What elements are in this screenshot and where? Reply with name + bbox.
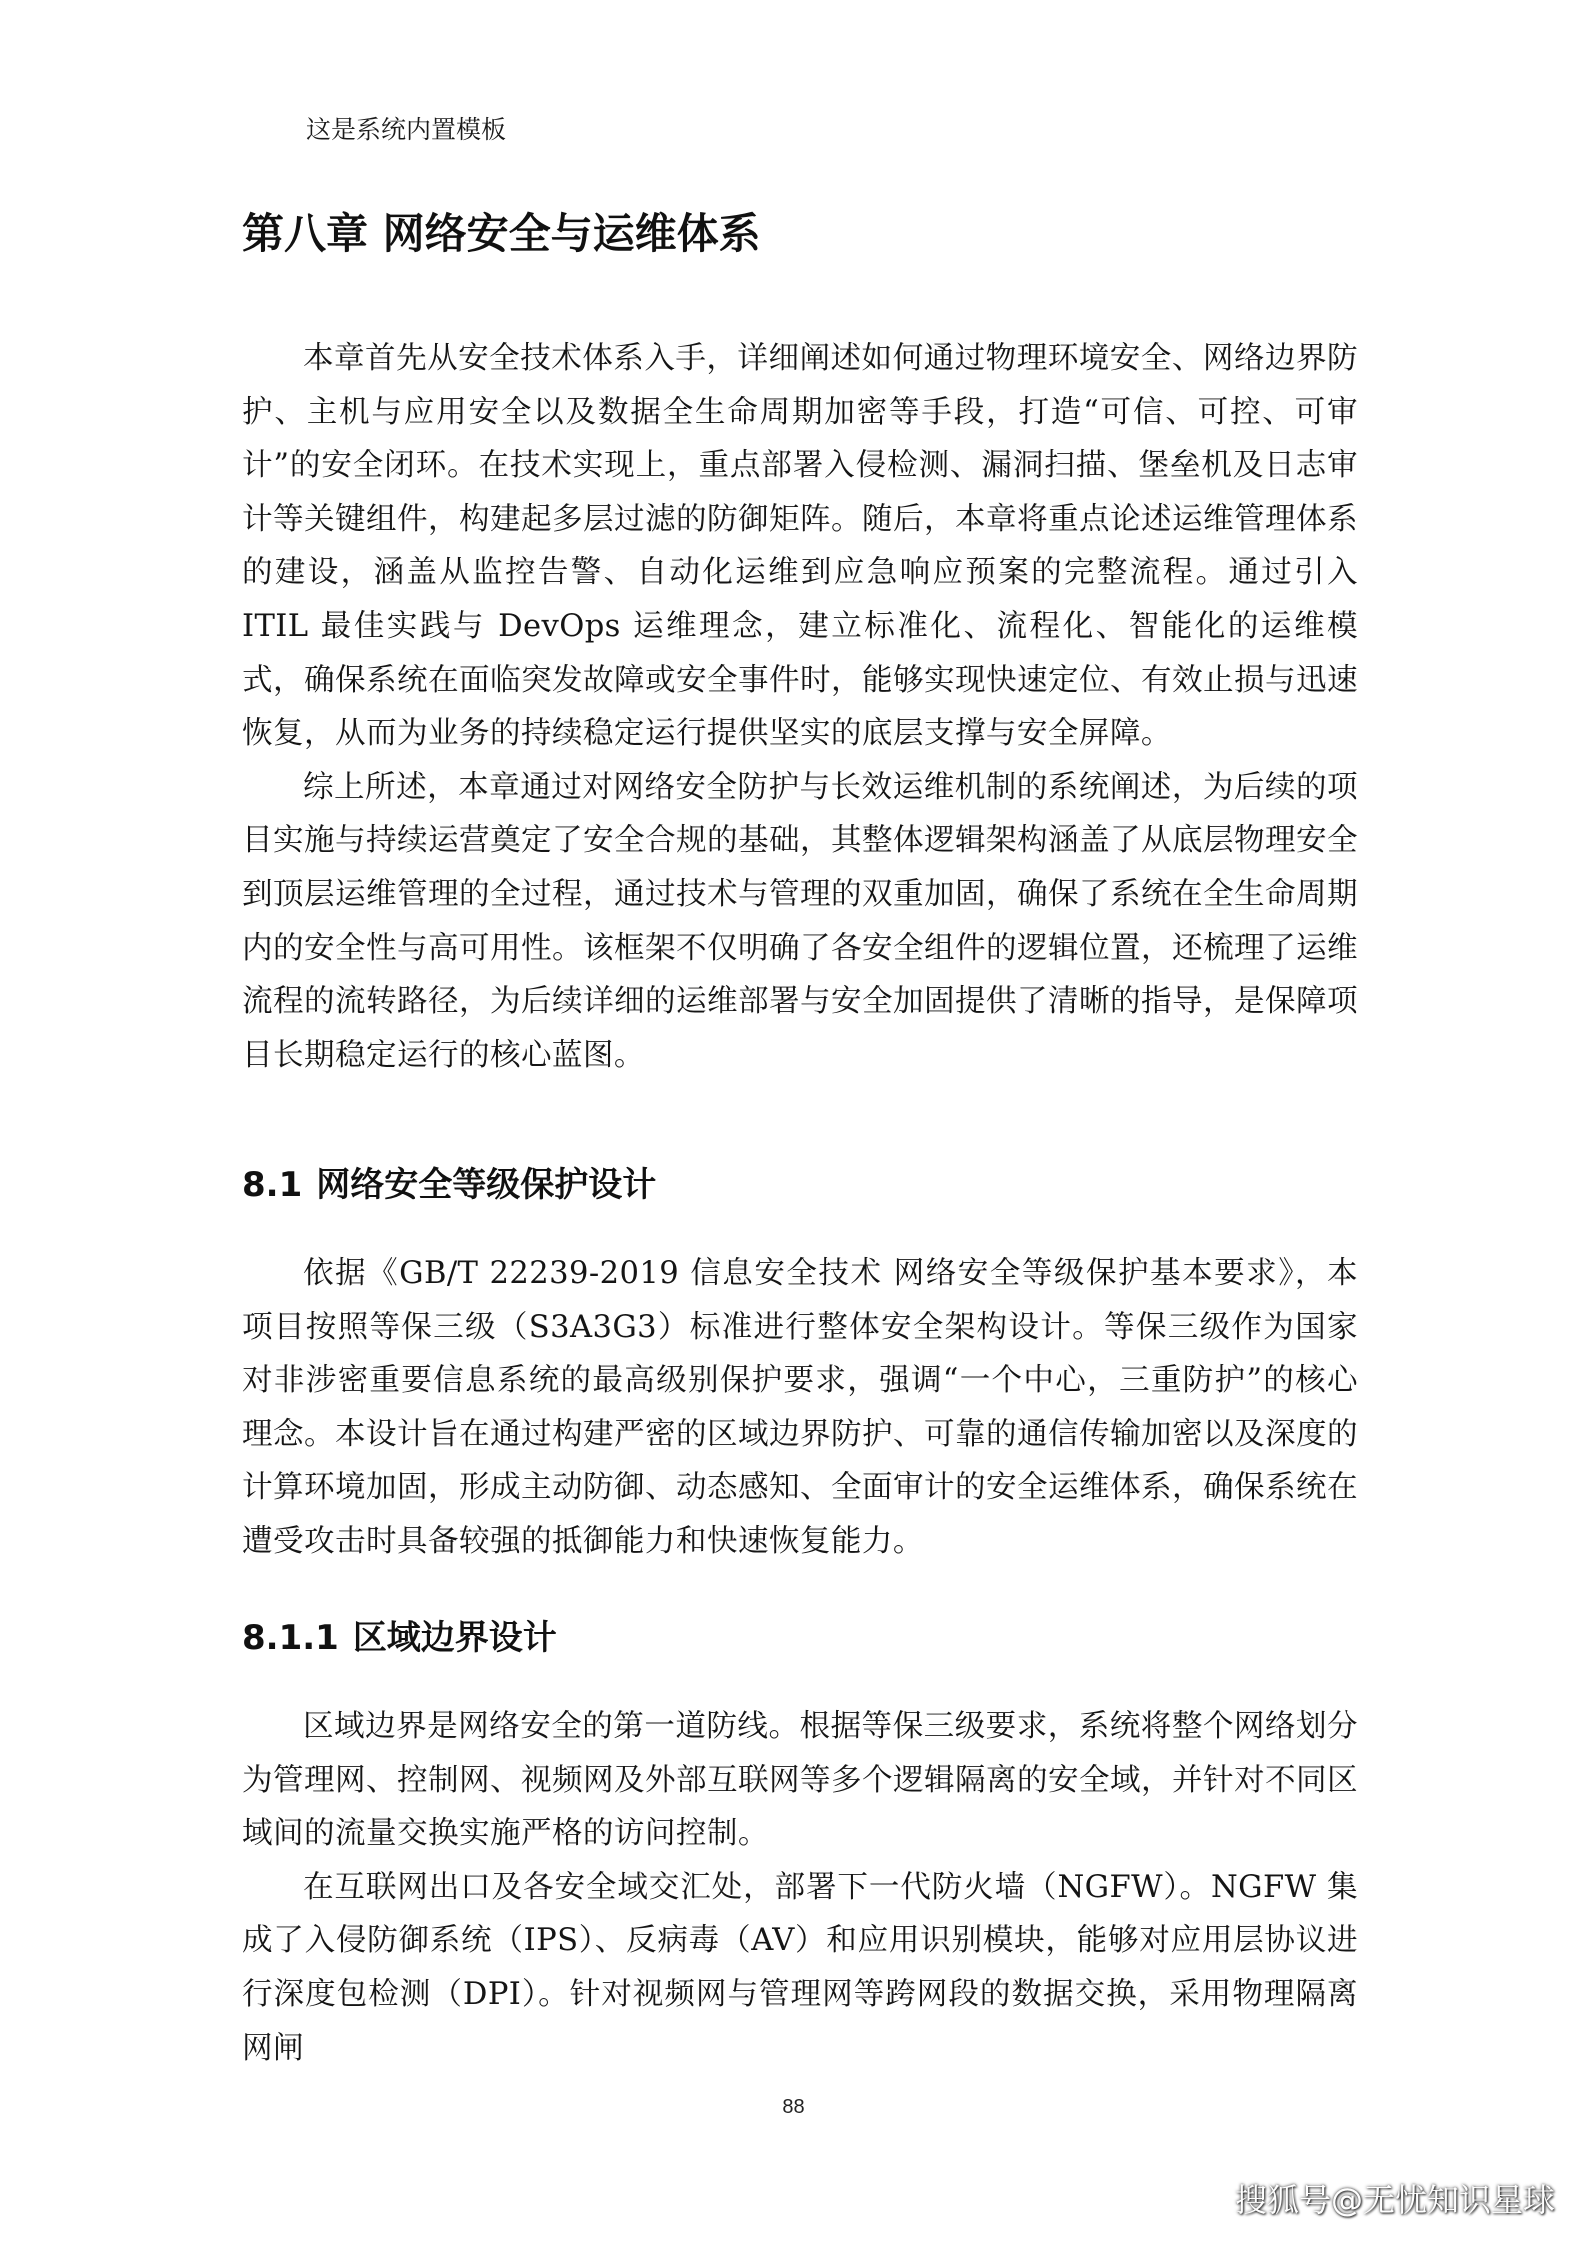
chapter-intro xyxy=(242,332,1358,1082)
section-heading-8-1-1 xyxy=(242,1613,557,1663)
section-8-1-body xyxy=(242,1247,1358,1569)
intro-paragraph: 本章首先从安全技术体系入手，详细阐述如何通过物理环境安全、网络边界防护、主机与应用安全以及数据全生命周期加密等手段，打造“可信、可控、可审计”的安全闭环。在技术实现上，重点部署入侵检测、漏洞扫描、堡垒机及日志审计等关键组件，构建起多层过滤的防御矩阵。随后，本章将重点论述运维管理体系的建设，涵盖从监控告警、自动化运维到应急响应预案的完整流程。通过引入 ITIL 最佳实践与 DevOps 运维理念，建立标准化、流程化、智能化的运维模式，确保系统在面临突发故障或安全事件时，能够实现快速定位、有效止损与迅速恢复，从而为业务的持续稳定运行提供坚实的底层支撑与安全屏障。 xyxy=(242,341,1358,752)
section-8-1-1-body xyxy=(242,1700,1358,2075)
watermark: 搜狐号@无忧知识星球 xyxy=(1234,2181,1555,2219)
section-paragraph: 在互联网出口及各安全域交汇处，部署下一代防火墙（NGFW）。NGFW 集成了入侵防御系统（IPS）、反病毒（AV）和应用识别模块，能够对应用层协议进行深度包检测（DPI）。针对视频网与管理网等跨网段的数据交换，采用物理隔离网闸 xyxy=(242,1869,1358,2066)
page-number: 88 xyxy=(782,2096,805,2118)
chapter-title: 第八章 网络安全与运维体系 xyxy=(242,209,761,258)
section-paragraph: 依据《GB/T 22239-2019 信息安全技术 网络安全等级保护基本要求》，本项目按照等保三级（S3A3G3）标准进行整体安全架构设计。等保三级作为国家对非涉密重要信息系统的最高级别保护要求，强调“一个中心，三重防护”的核心理念。本设计旨在通过构建严密的区域边界防护、可靠的通信传输加密以及深度的计算环境加固，形成主动防御、动态感知、全面审计的安全运维体系，确保系统在遭受攻击时具备较强的抵御能力和快速恢复能力。 xyxy=(242,1256,1358,1559)
header-note: 这是系统内置模板 xyxy=(306,115,507,144)
section-heading-8-1 xyxy=(242,1160,656,1210)
section-number: 8.1 xyxy=(242,1165,303,1205)
section-title: 网络安全等级保护设计 xyxy=(316,1165,657,1205)
section-number: 8.1.1 xyxy=(242,1618,339,1658)
section-title: 区域边界设计 xyxy=(352,1618,557,1658)
section-paragraph: 区域边界是网络安全的第一道防线。根据等保三级要求，系统将整个网络划分为管理网、控制网、视频网及外部互联网等多个逻辑隔离的安全域，并针对不同区域间的流量交换实施严格的访问控制。 xyxy=(242,1709,1358,1852)
intro-paragraph: 综上所述，本章通过对网络安全防护与长效运维机制的系统阐述，为后续的项目实施与持续运营奠定了安全合规的基础，其整体逻辑架构涵盖了从底层物理安全到顶层运维管理的全过程，通过技术与管理的双重加固，确保了系统在全生命周期内的安全性与高可用性。该框架不仅明确了各安全组件的逻辑位置，还梳理了运维流程的流转路径，为后续详细的运维部署与安全加固提供了清晰的指导，是保障项目长期稳定运行的核心蓝图。 xyxy=(242,769,1358,1073)
